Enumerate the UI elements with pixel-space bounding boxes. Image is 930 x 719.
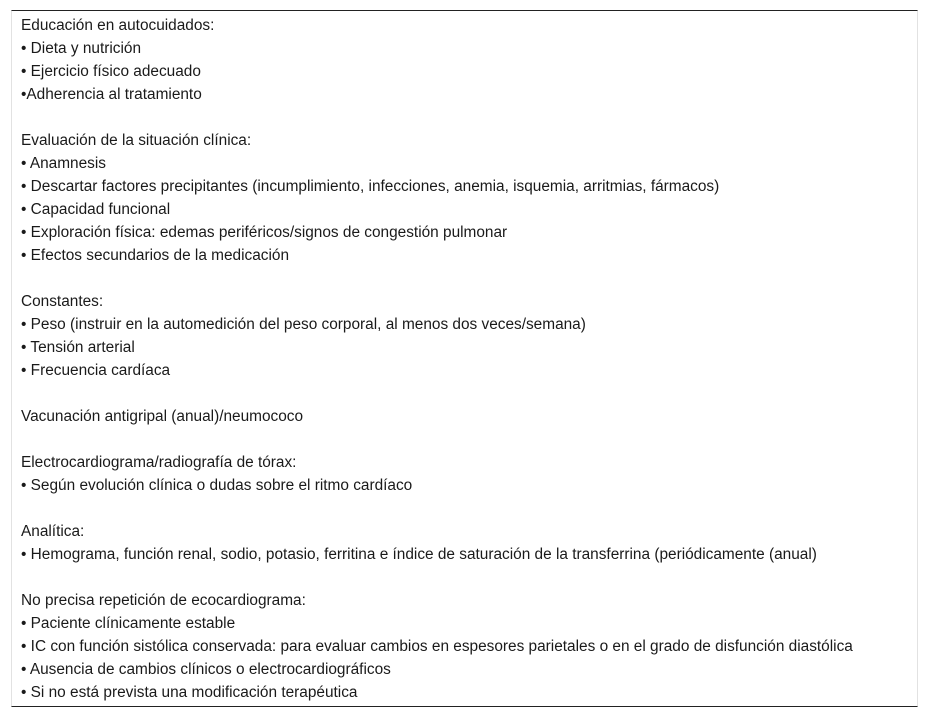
- section-heading: Educación en autocuidados:: [21, 17, 215, 34]
- list-item: • Descartar factores precipitantes (incumplimiento, infecciones, anemia, isquemia, arritmias, fármacos): [21, 178, 720, 195]
- table-cell: [21, 14, 913, 704]
- list-item: • Ausencia de cambios clínicos o electrocardiográficos: [21, 661, 391, 678]
- section-heading: Electrocardiograma/radiografía de tórax:: [21, 454, 297, 471]
- list-item: • Si no está prevista una modificación terapéutica: [21, 684, 358, 701]
- section-heading: Constantes:: [21, 293, 104, 310]
- section-heading: Analítica:: [21, 523, 85, 540]
- list-item: • Paciente clínicamente estable: [21, 615, 236, 632]
- list-item: • IC con función sistólica conservada: para evaluar cambios en espesores parietales o en el grado de disfunción diastólica: [21, 638, 853, 655]
- list-item: • Dieta y nutrición: [21, 40, 142, 57]
- section-evaluacion-clinica: [21, 129, 913, 267]
- list-item: • Según evolución clínica o dudas sobre el ritmo cardíaco: [21, 477, 413, 494]
- section-heading: No precisa repetición de ecocardiograma:: [21, 592, 306, 609]
- list-item: • Hemograma, función renal, sodio, potasio, ferritina e índice de saturación de la transferrina (periódicamente (anual): [21, 546, 817, 563]
- section-autocuidados: [21, 14, 913, 106]
- section-ecocardiograma: [21, 589, 913, 704]
- section-heading: Evaluación de la situación clínica:: [21, 132, 252, 149]
- section-vacunacion: [21, 405, 913, 428]
- list-item: • Tensión arterial: [21, 339, 135, 356]
- section-analitica: [21, 520, 913, 566]
- list-item: • Frecuencia cardíaca: [21, 362, 171, 379]
- list-item: • Peso (instruir en la automedición del peso corporal, al menos dos veces/semana): [21, 316, 586, 333]
- list-item: • Efectos secundarios de la medicación: [21, 247, 290, 264]
- section-constantes: [21, 290, 913, 382]
- content-table: [11, 10, 918, 707]
- list-item: • Anamnesis: [21, 155, 106, 172]
- section-heading: Vacunación antigripal (anual)/neumococo: [21, 408, 304, 425]
- list-item: • Exploración física: edemas periféricos/signos de congestión pulmonar: [21, 224, 508, 241]
- list-item: • Capacidad funcional: [21, 201, 171, 218]
- section-electrocardiograma: [21, 451, 913, 497]
- list-item: •Adherencia al tratamiento: [21, 86, 202, 103]
- list-item: • Ejercicio físico adecuado: [21, 63, 201, 80]
